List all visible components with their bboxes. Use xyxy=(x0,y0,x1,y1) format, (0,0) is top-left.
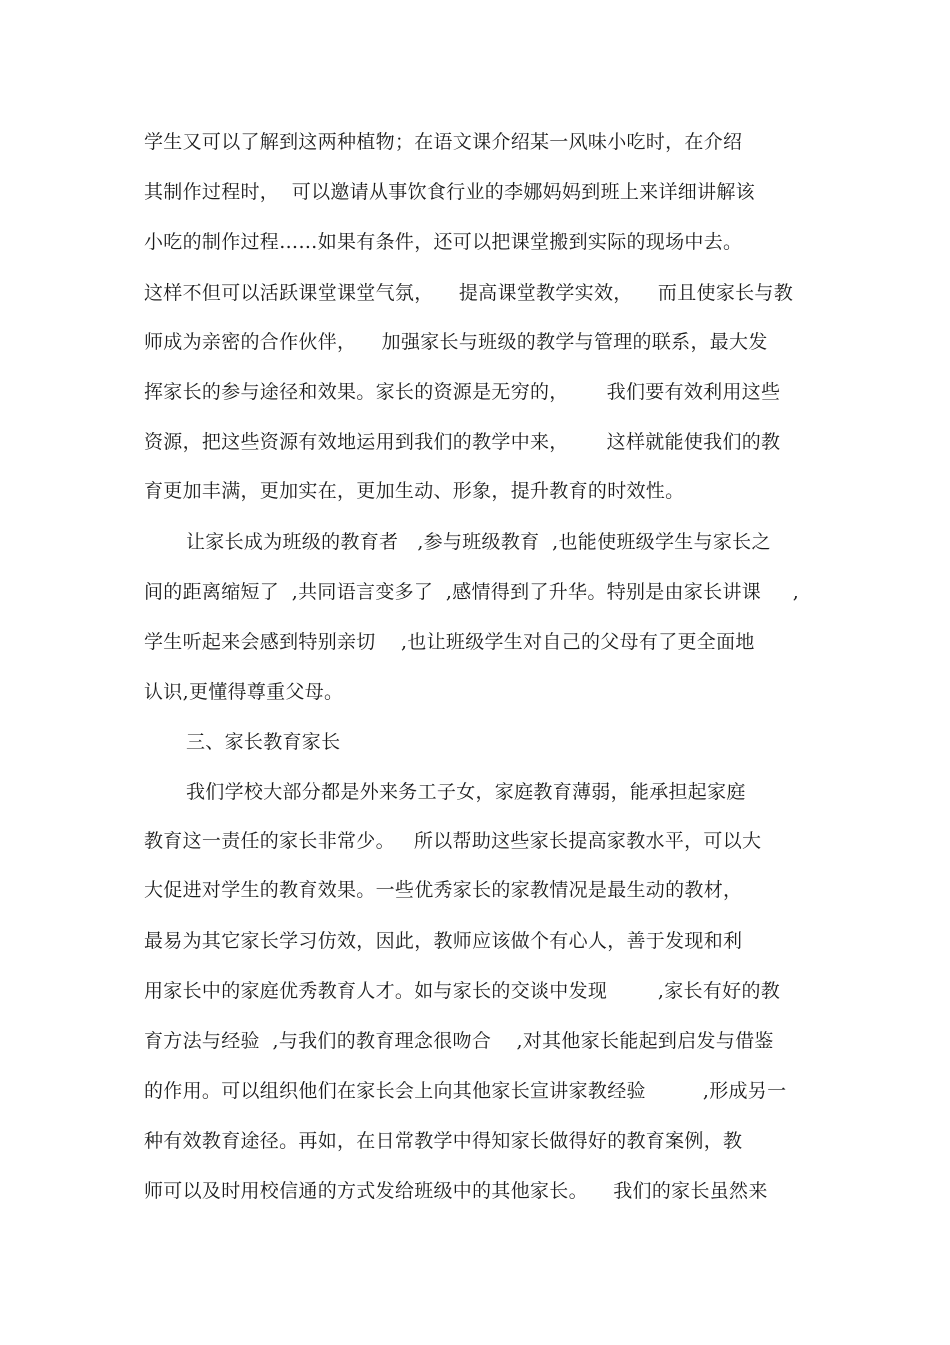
text-line: 用家长中的家庭优秀教育人才。如与家长的交谈中发现 ,家长有好的教 xyxy=(144,980,781,1002)
text-line: 师成为亲密的合作伙伴， 加强家长与班级的教学与管理的联系，最大发 xyxy=(144,331,768,353)
text-line: 师可以及时用校信通的方式发给班级中的其他家长。 我们的家长虽然来 xyxy=(144,1180,768,1202)
text-line: 认识,更懂得尊重父母。 xyxy=(144,681,344,703)
text-line: 小吃的制作过程……如果有条件，还可以把课堂搬到实际的现场中去。 xyxy=(144,231,743,253)
text-line: 资源，把这些资源有效地运用到我们的教学中来， 这样就能使我们的教 xyxy=(144,431,781,453)
section-heading: 三、家长教育家长 xyxy=(186,731,341,753)
text-line: 大促进对学生的教育效果。一些优秀家长的家教情况是最生动的教材， xyxy=(144,879,743,901)
text-line: 育更加丰满，更加实在，更加生动、形象，提升教育的时效性。 xyxy=(144,480,685,502)
text-line: 学生又可以了解到这两种植物；在语文课介绍某一风味小吃时，在介绍 xyxy=(144,131,743,153)
text-line: 这样不但可以活跃课堂课堂气氛， 提高课堂教学实效， 而且使家长与教 xyxy=(144,282,794,304)
text-line: 其制作过程时， 可以邀请从事饮食行业的李娜妈妈到班上来详细讲解该 xyxy=(144,181,755,203)
paragraph-first-line: 我们学校大部分都是外来务工子女，家庭教育薄弱，能承担起家庭 xyxy=(186,781,746,803)
text-line: 最易为其它家长学习仿效，因此，教师应该做个有心人，善于发现和利 xyxy=(144,930,743,952)
text-line: 种有效教育途径。再如，在日常教学中得知家长做得好的教育案例，教 xyxy=(144,1130,743,1152)
text-line: 育方法与经验 ,与我们的教育理念很吻合 ,对其他家长能起到启发与借鉴 xyxy=(144,1030,774,1052)
text-line: 教育这一责任的家长非常少。 所以帮助这些家长提高家教水平，可以大 xyxy=(144,830,762,852)
paragraph-first-line: 让家长成为班级的教育者 ,参与班级教育 ,也能使班级学生与家长之 xyxy=(186,531,771,553)
text-line: 挥家长的参与途径和效果。家长的资源是无穷的， 我们要有效利用这些 xyxy=(144,381,781,403)
text-line: 的作用。可以组织他们在家长会上向其他家长宣讲家教经验 ,形成另一 xyxy=(144,1080,787,1102)
text-line: 间的距离缩短了 ,共同语言变多了 ,感情得到了升华。特别是由家长讲课 , xyxy=(144,581,800,603)
text-line: 学生听起来会感到特别亲切 ,也让班级学生对自己的父母有了更全面地 xyxy=(144,631,755,653)
